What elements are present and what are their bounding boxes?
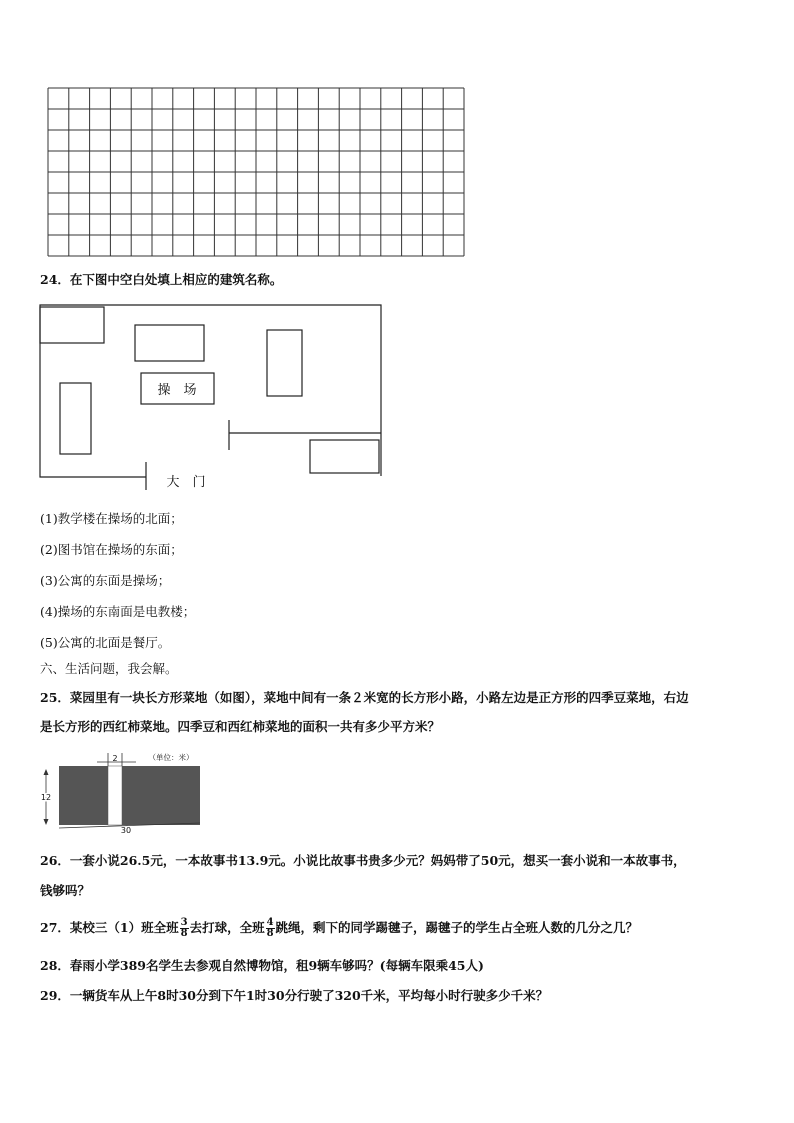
blank-building-north xyxy=(135,325,204,361)
question-26-line-1: 26．一套小说26.5元，一本故事书13.9元。小说比故事书贵多少元？妈妈带了50元，想买一套小说和一本故事书， xyxy=(40,853,686,868)
blank-building-northwest xyxy=(40,307,104,343)
gate-label: 大 门 xyxy=(166,475,206,490)
campus-map xyxy=(36,300,388,495)
vegetable-garden-figure xyxy=(36,750,206,834)
question-26-line-2: 钱够吗？ xyxy=(40,883,91,898)
question-25-line-2: 是长方形的西红柿菜地。四季豆和西红柿菜地的面积一共有多少平方米？ xyxy=(40,719,441,734)
square-grid xyxy=(47,87,468,258)
question-24-item-1: (1)教学楼在操场的北面； xyxy=(40,511,183,526)
blank-building-west xyxy=(60,383,91,454)
question-29: 29．一辆货车从上午8时30分到下午1时30分行驶了320千米，平均每小时行驶多少千米？ xyxy=(40,988,549,1003)
path xyxy=(108,766,122,825)
question-24-item-3: (3)公寓的东面是操场； xyxy=(40,573,171,588)
fraction-four-eighths: $\frac{4}{8}$ xyxy=(266,917,274,939)
height-label: 12 xyxy=(40,793,52,802)
blank-building-east xyxy=(267,330,302,396)
question-24-item-2: (2)图书馆在操场的东面； xyxy=(40,542,183,557)
length-label: 30 xyxy=(120,826,132,834)
question-27-part-2: 去打球，全班 xyxy=(189,920,265,935)
bean-field xyxy=(59,766,108,825)
section-6-heading: 六、生活问题，我会解。 xyxy=(40,661,178,676)
blank-building-southeast xyxy=(310,440,379,473)
tomato-field xyxy=(122,766,200,825)
question-27 xyxy=(40,913,638,943)
question-24-title: 24．在下图中空白处填上相应的建筑名称。 xyxy=(40,272,283,287)
path-width-label: 2 xyxy=(112,754,118,763)
unit-label: （单位：米） xyxy=(148,753,194,762)
question-25-line-1: 25．菜园里有一块长方形菜地（如图），菜地中间有一条２米宽的长方形小路，小路左边是正方形的四季豆菜地，右边 xyxy=(40,690,689,705)
question-27-part-3: 跳绳，剩下的同学踢毽子，踢毽子的学生占全班人数的几分之几？ xyxy=(275,920,639,935)
question-24-item-4: (4)操场的东南面是电教楼； xyxy=(40,604,196,619)
fraction-three-eighths: $\frac{3}{8}$ xyxy=(180,917,188,939)
question-28: 28．春雨小学389名学生去参观自然博物馆，租9辆车够吗？(每辆车限乘45人) xyxy=(40,958,484,973)
playground-label: 操 场 xyxy=(157,383,197,398)
question-24-item-5: (5)公寓的北面是餐厅。 xyxy=(40,635,171,650)
question-27-part-1: 27．某校三（1）班全班 xyxy=(40,920,179,935)
